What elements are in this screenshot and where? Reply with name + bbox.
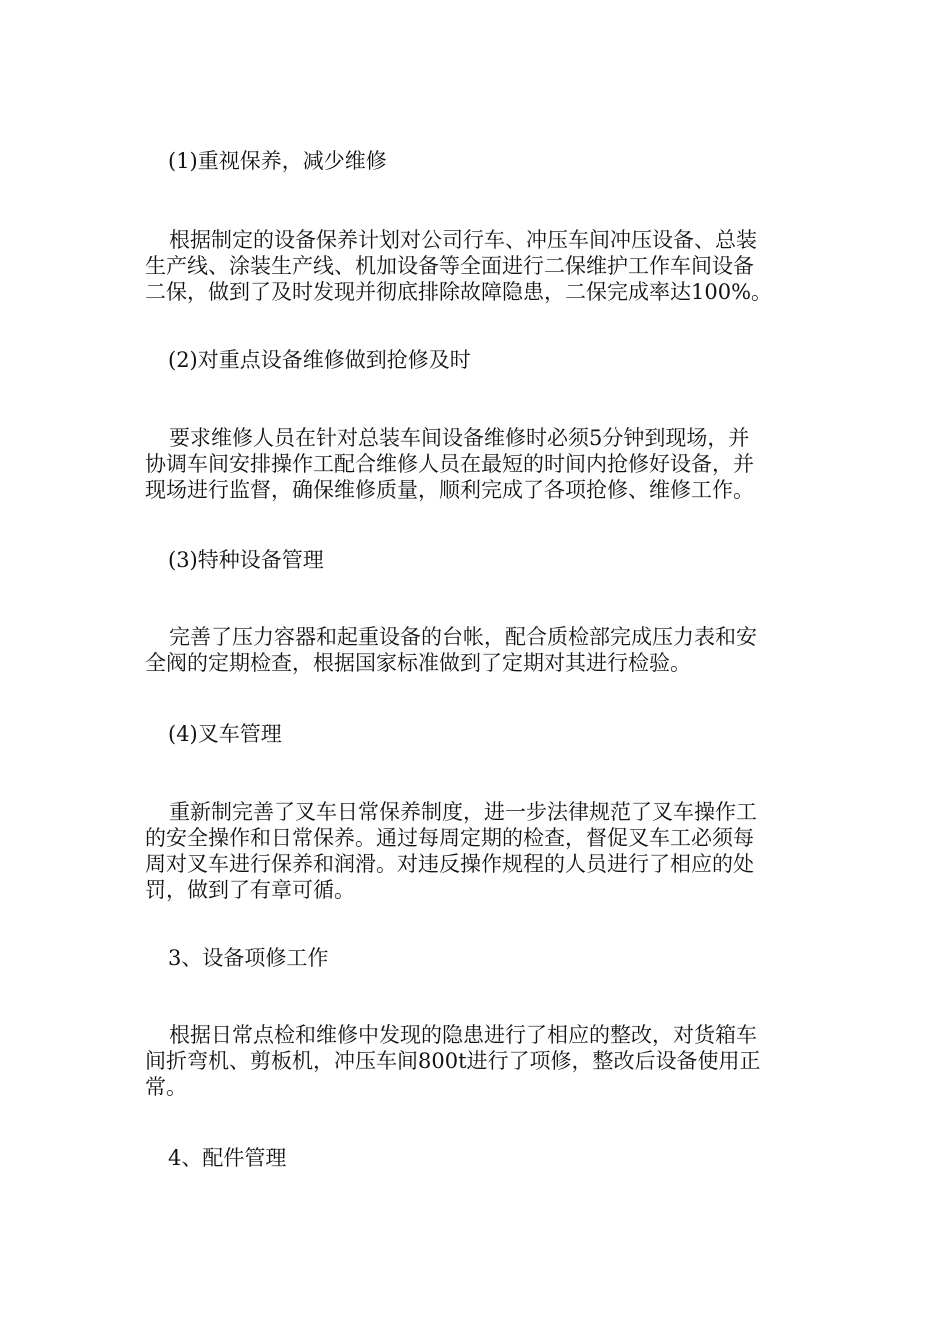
paragraph-line: 现场进行监督，确保维修质量，顺利完成了各项抢修、维修工作。 [145,478,754,502]
section-heading: (1)重视保养，减少维修 [168,149,387,173]
section-heading: (3)特种设备管理 [168,548,324,572]
paragraph-line: 常。 [145,1075,187,1099]
paragraph-line: 周对叉车进行保养和润滑。对违反操作规程的人员进行了相应的处 [145,852,754,876]
paragraph-line: 完善了压力容器和起重设备的台帐，配合质检部完成压力表和安 [169,625,757,649]
paragraph-line: 的安全操作和日常保养。通过每周定期的检查，督促叉车工必须每 [145,826,754,850]
paragraph-line: 生产线、涂装生产线、机加设备等全面进行二保维护工作车间设备 [145,254,754,278]
paragraph-line: 全阀的定期检查，根据国家标准做到了定期对其进行检验。 [145,651,691,675]
section-heading: 4、配件管理 [168,1146,287,1170]
paragraph-line: 重新制完善了叉车日常保养制度，进一步法律规范了叉车操作工 [169,800,757,824]
paragraph-line: 罚，做到了有章可循。 [145,878,355,902]
section-heading: (4)叉车管理 [168,722,282,746]
paragraph-line: 二保，做到了及时发现并彻底排除故障隐患，二保完成率达100%。 [145,280,773,304]
paragraph-line: 根据日常点检和维修中发现的隐患进行了相应的整改，对货箱车 [169,1023,757,1047]
paragraph-line: 根据制定的设备保养计划对公司行车、冲压车间冲压设备、总装 [169,228,757,252]
paragraph-line: 要求维修人员在针对总装车间设备维修时必须5分钟到现场，并 [169,426,750,450]
paragraph-line: 协调车间安排操作工配合维修人员在最短的时间内抢修好设备，并 [145,452,754,476]
paragraph-line: 间折弯机、剪板机，冲压车间800t进行了项修，整改后设备使用正 [145,1049,761,1073]
section-heading: (2)对重点设备维修做到抢修及时 [168,348,471,372]
section-heading: 3、设备项修工作 [168,946,329,970]
